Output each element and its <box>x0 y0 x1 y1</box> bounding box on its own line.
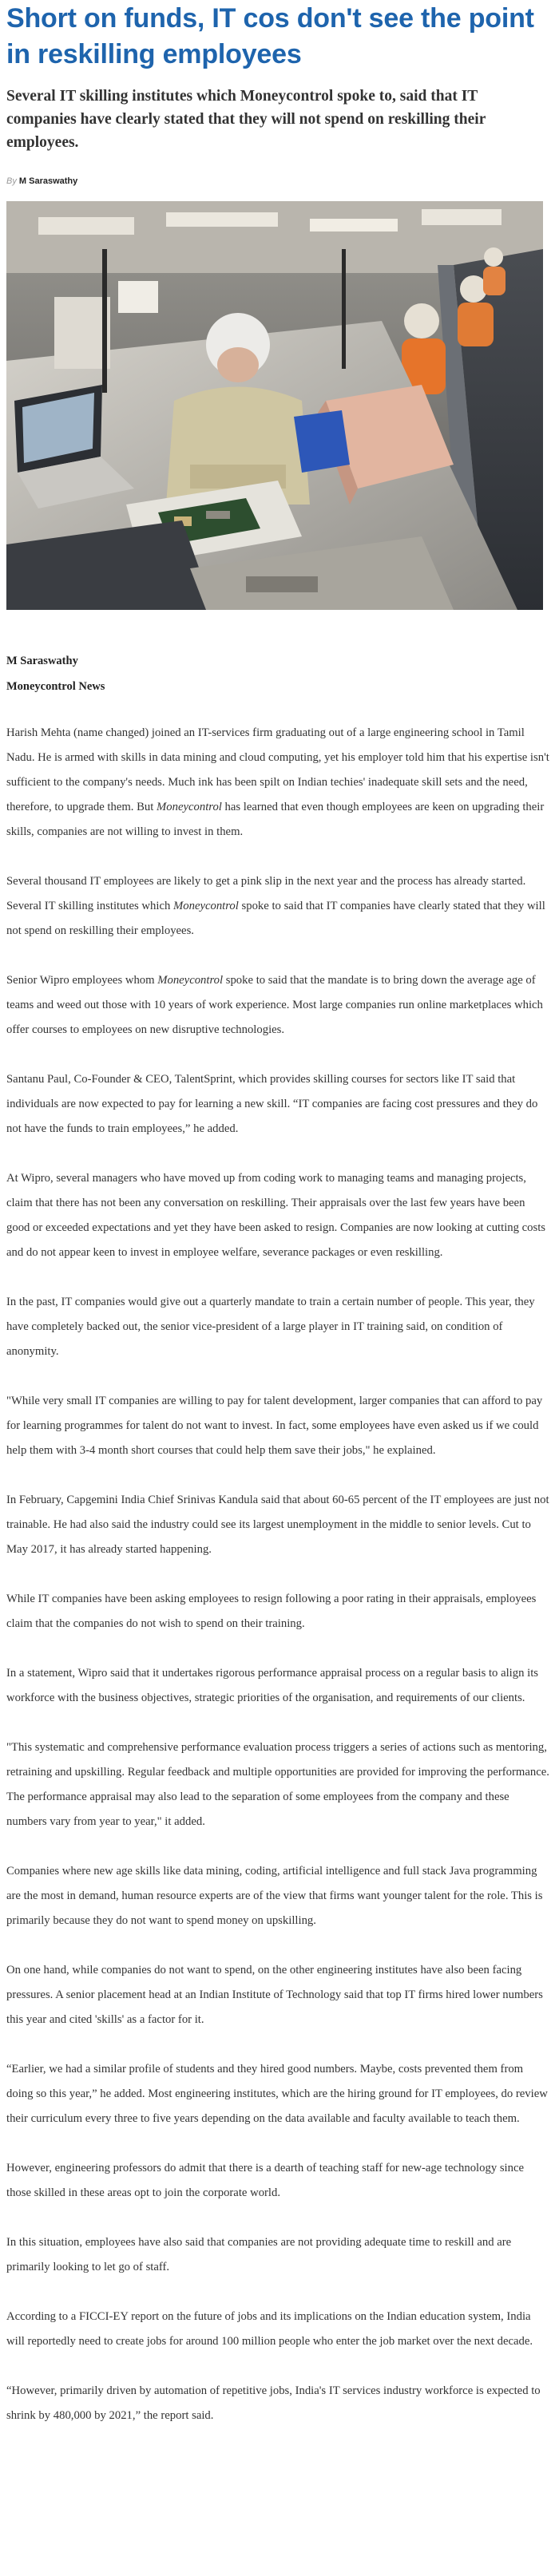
paragraph-text: Senior Wipro employees whom <box>6 974 158 987</box>
paragraph-text: “However, primarily driven by automation of repetitive jobs, India's IT services industry workforce is expected to shrink by 480,000 by 2021,” the report said. <box>6 2384 541 2422</box>
factory-photo-icon <box>6 201 543 610</box>
article-paragraph <box>6 1958 549 2032</box>
article-paragraph <box>6 721 549 845</box>
article-paragraph <box>6 2379 549 2428</box>
article-body <box>6 721 549 2428</box>
paragraph-text: “Earlier, we had a similar profile of students and they hired good numbers. Maybe, costs prevented them from doing so this year,” he added. Most engineering institutes, which are the hiring ground for IT employees, do review their curriculum every three to five years depending on the data available and faculty available to teach them. <box>6 2063 548 2125</box>
emphasis-text: Moneycontrol <box>157 974 224 987</box>
hero-image <box>6 201 543 610</box>
paragraph-text: However, engineering professors do admit that there is a dearth of teaching staff for new-age technology since those skilled in these areas opt to join the corporate world. <box>6 2162 525 2199</box>
author-block <box>6 652 549 695</box>
byline-author-link[interactable]: M Saraswathy <box>18 176 78 186</box>
paragraph-text: At Wipro, several managers who have moved up from coding work to managing teams and managing projects, claim that there has not been any conversation on reskilling. Their appraisals over the last few years have been good or exceeded expectations and yet they have been asked to resign. Companies are now looking at cutting costs and do not appear keen to invest in employee welfare, severance packages or even reskilling. <box>6 1172 546 1259</box>
article-paragraph <box>6 2305 549 2354</box>
article-paragraph <box>6 1290 549 1364</box>
paragraph-text: In a statement, Wipro said that it undertakes rigorous performance appraisal process on a regular basis to align its workforce with the business objectives, strategic priorities of the organisation, and requirements of our clients. <box>6 1667 538 1704</box>
paragraph-text: "While very small IT companies are willing to pay for talent development, larger companies that can afford to pay for learning programmes for talent do not want to invest. In fact, some employees have even asked us if we could help them with 3-4 month short courses that could help them save their jobs," he explained. <box>6 1395 543 1457</box>
paragraph-text: On one hand, while companies do not want to spend, on the other engineering institutes have also been facing pressures. A senior placement head at an Indian Institute of Technology said that top IT firms hired lower numbers this year and cited 'skills' as a factor for it. <box>6 1964 543 2026</box>
paragraph-text: "This systematic and comprehensive performance evaluation process triggers a series of actions such as mentoring, retraining and upskilling. Regular feedback and multiple opportunities are provided for improving the performance. The performance appraisal may also lead to the separation of some employees from the company and these numbers vary from year to year," it added. <box>6 1741 549 1828</box>
article-paragraph <box>6 1587 549 1636</box>
paragraph-text: Santanu Paul, Co-Founder & CEO, TalentSprint, which provides skilling courses for sectors like IT said that individuals are now expected to pay for learning a new skill. “IT companies are facing cost pressures and they do not have the funds to train employees,” he added. <box>6 1073 538 1135</box>
article-paragraph <box>6 1389 549 1463</box>
paragraph-text: Harish Mehta (name changed) joined an IT-services firm graduating out of a large engineering school in Tamil Nadu. He is armed with skills in data mining and cloud computing, yet his employer told him that his expertise isn't sufficient to the company's needs. Much ink has been spilt on Indian techies' inadequate skill sets and the need, therefore, to upgrade them. But <box>6 726 549 813</box>
paragraph-text: has learned that even though employees are keen on upgrading their skills, companies are not willing to invest in them. <box>6 801 545 838</box>
article-page <box>6 0 549 2428</box>
paragraph-text: In February, Capgemini India Chief Srinivas Kandula said that about 60-65 percent of the IT employees are just not trainable. He had also said the industry could see its largest unemployment in the middle to senior levels. Cut to May 2017, it has already started happening. <box>6 1494 549 1556</box>
article-paragraph <box>6 2156 549 2206</box>
paragraph-text: According to a FICCI-EY report on the future of jobs and its implications on the Indian education system, India will reportedly need to create jobs for around 100 million people who enter the job market over the next decade. <box>6 2310 533 2348</box>
paragraph-text: Companies where new age skills like data mining, coding, artificial intelligence and full stack Java programming are the most in demand, human resource experts are of the view that firms want younger talent for the role. This is primarily because they do not want to spend money on upskilling. <box>6 1865 543 1927</box>
byline-prefix: By <box>6 176 17 186</box>
paragraph-text: In this situation, employees have also said that companies are not providing adequate time to reskill and are primarily looking to let go of staff. <box>6 2236 512 2273</box>
emphasis-text: Moneycontrol <box>157 801 222 813</box>
article-paragraph <box>6 869 549 944</box>
paragraph-text: In the past, IT companies would give out a quarterly mandate to train a certain number of people. This year, they have completely backed out, the senior vice-president of a large player in IT training said, on condition of anonymity. <box>6 1296 535 1358</box>
author-org: Moneycontrol News <box>6 680 105 693</box>
paragraph-text: spoke to said that the mandate is to bring down the average age of teams and weed out those with 10 years of work experience. Most large companies run online marketplaces which offer courses to employees on new disruptive technologies. <box>6 974 543 1036</box>
article-paragraph <box>6 1661 549 1711</box>
article-paragraph <box>6 1166 549 1265</box>
article-headline: Short on funds, IT cos don't see the point in reskilling employees <box>6 3 534 69</box>
article-paragraph <box>6 2057 549 2131</box>
article-paragraph <box>6 1859 549 1933</box>
article-paragraph <box>6 2230 549 2280</box>
emphasis-text: Moneycontrol <box>173 900 239 912</box>
article-paragraph <box>6 968 549 1043</box>
author-name: M Saraswathy <box>6 655 78 667</box>
article-paragraph <box>6 1735 549 1834</box>
paragraph-text: While IT companies have been asking employees to resign following a poor rating in their appraisals, employees claim that the companies do not wish to spend on their training. <box>6 1593 537 1630</box>
article-paragraph <box>6 1067 549 1142</box>
article-paragraph <box>6 1488 549 1562</box>
byline <box>6 176 549 188</box>
paragraph-text: spoke to said that IT companies have clearly stated that they will not spend on reskilling their employees. <box>6 900 545 937</box>
paragraph-text: Several thousand IT employees are likely to get a pink slip in the next year and the process has already started. Several IT skilling institutes which <box>6 875 526 912</box>
article-summary: Several IT skilling institutes which Moneycontrol spoke to, said that IT companies have clearly stated that they will not spend on reskilling their employees. <box>6 88 486 151</box>
